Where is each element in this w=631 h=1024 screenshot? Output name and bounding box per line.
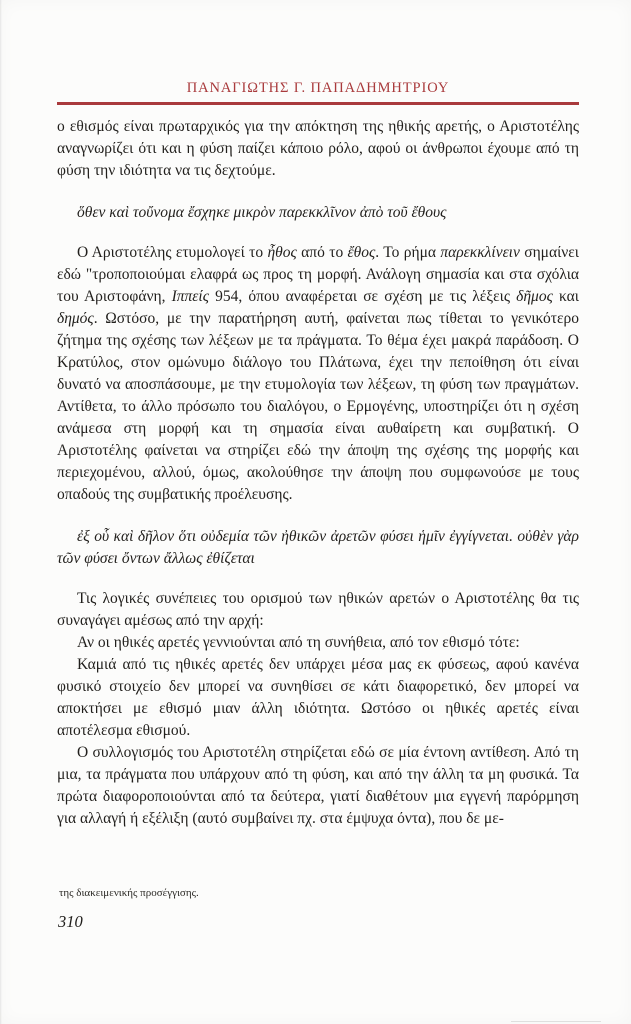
emphasized-text: ἦθος [267,244,297,261]
emphasized-text: δημός [57,310,94,327]
text-run: και [552,288,579,305]
body-paragraph [57,588,579,632]
text-run: Αν οι ηθικές αρετές γεννιούνται από τη συνήθεια, από τον εθισμό τότε: [77,634,520,651]
emphasized-text: ὅθεν καὶ τοὔνομα ἔσχηκε μικρὸν παρεκκλῖνον ἀπὸ τοῦ ἔθους [77,204,447,221]
body-paragraph [57,242,579,506]
greek-quote [57,526,579,570]
page-body [57,116,579,830]
body-paragraph [57,742,579,830]
emphasized-text: Ιππείς [171,288,209,305]
running-head-author: ΠΑΝΑΓΙΩΤΗΣ Γ. ΠΑΠΑΔΗΜΗΤΡΙΟΥ [186,80,450,96]
body-paragraph [57,632,579,654]
text-run: . Το ρήμα [375,244,441,261]
page-number: 310 [58,912,83,931]
text-run: ο εθισμός είναι πρωταρχικός για την απόκτηση της ηθικής αρετής, ο Αριστοτέλης αναγνωρίζει ότι και η φύση παίζει κάποιο ρόλο, αφού οι άνθρωποι έχουμε από τη φύση την ιδιότητα να τις δεχτούμε. [57,118,579,179]
text-run: Τις λογικές συνέπειες του ορισμού των ηθικών αρετών ο Αριστοτέλης θα τις συναγάγει αμέσως από την αρχή: [57,590,579,629]
text-run: Καμιά από τις ηθικές αρετές δεν υπάρχει μέσα μας εκ φύσεως, αφού κανένα φυσικό στοιχείο δεν μπορεί να συνηθίσει σε κάτι διαφορετικό, δεν μπορεί να αποκτήσει με εθισμό μιαν άλλη ιδιότητα. Ωστόσο οι ηθικές αρετές είναι αποτέλεσμα εθισμού. [57,656,579,739]
text-run: . Ωστόσο, με την παρατήρηση αυτή, φαίνεται πως τίθεται το γενικότερο ζήτημα της σχέσης των λέξεων με τα πράγματα. Το θέμα έχει μακρά παράδοση. Ο Κρατύλος, στον ομώνυμο διάλογο του Πλάτωνα, έχει την πεποίθηση ότι είναι δυνατό να αποσπάσουμε, με την ετυμολογία των λέξεων, τη φύση των πραγμάτων. Αντίθετα, το άλλο πρόσωπο του διαλόγου, ο Ερμογένης, υποστηρίζει ότι η σχέση ανάμεσα στη μορφή και τη σημασία είναι αυθαίρετη και συμβατική. Ο Αριστοτέλης φαίνεται να στηρίζει εδώ την άποψη της σχέσης της μορφής και περιεχομένου, αλλού, όμως, ακολούθησε την άποψη που συμφωνούσε με τους οπαδούς της συμβατικής προέλευσης. [57,310,579,503]
scan-edge-bottom [511,1021,601,1022]
greek-quote [57,202,579,224]
emphasized-text: ἔθος [347,244,376,261]
header-rule [57,102,579,105]
text-run: 954, όπου αναφέρεται σε σχέση με τις λέξεις [209,288,517,305]
text-run: από το [296,244,348,261]
footnote: της διακειμενικής προσέγγισης. [59,887,199,899]
scan-edge-left [0,0,2,1024]
text-run: Ο Αριστοτέλης ετυμολογεί το [77,244,268,261]
body-paragraph [57,116,579,182]
body-paragraph [57,654,579,742]
text-run: Ο συλλογισμός του Αριστοτέλη στηρίζεται εδώ σε μία έντονη αντίθεση. Από τη μια, τα πράγματα που υπάρχουν από τη φύση, και από την άλλη τα μη φυσικά. Τα πρώτα διαφοροποιούνται από τα δεύτερα, γιατί διαθέτουν μια εγγενή παρόρμηση για αλλαγή ή εξέλιξη (αυτό συμβαίνει πχ. στα έμψυχα όντα), που δε με- [57,744,579,827]
text-run: σημαίνει εδώ "τροποποιούμαι ελαφρά ως προς τη μορφή. Ανάλογη σημασία και στα σχόλια του Αριστοφάνη, [57,244,579,305]
emphasized-text: παρεκκλίνειν [440,244,520,261]
emphasized-text: ἐξ οὗ καὶ δῆλον ὅτι οὐδεμία τῶν ἠθικῶν ἀρετῶν φύσει ἡμῖν ἐγγίγνεται. οὐθὲν γὰρ τῶν φύσει ὄντων ἄλλως ἐθίζεται [57,528,579,567]
emphasized-text: δῆμος [516,288,553,305]
